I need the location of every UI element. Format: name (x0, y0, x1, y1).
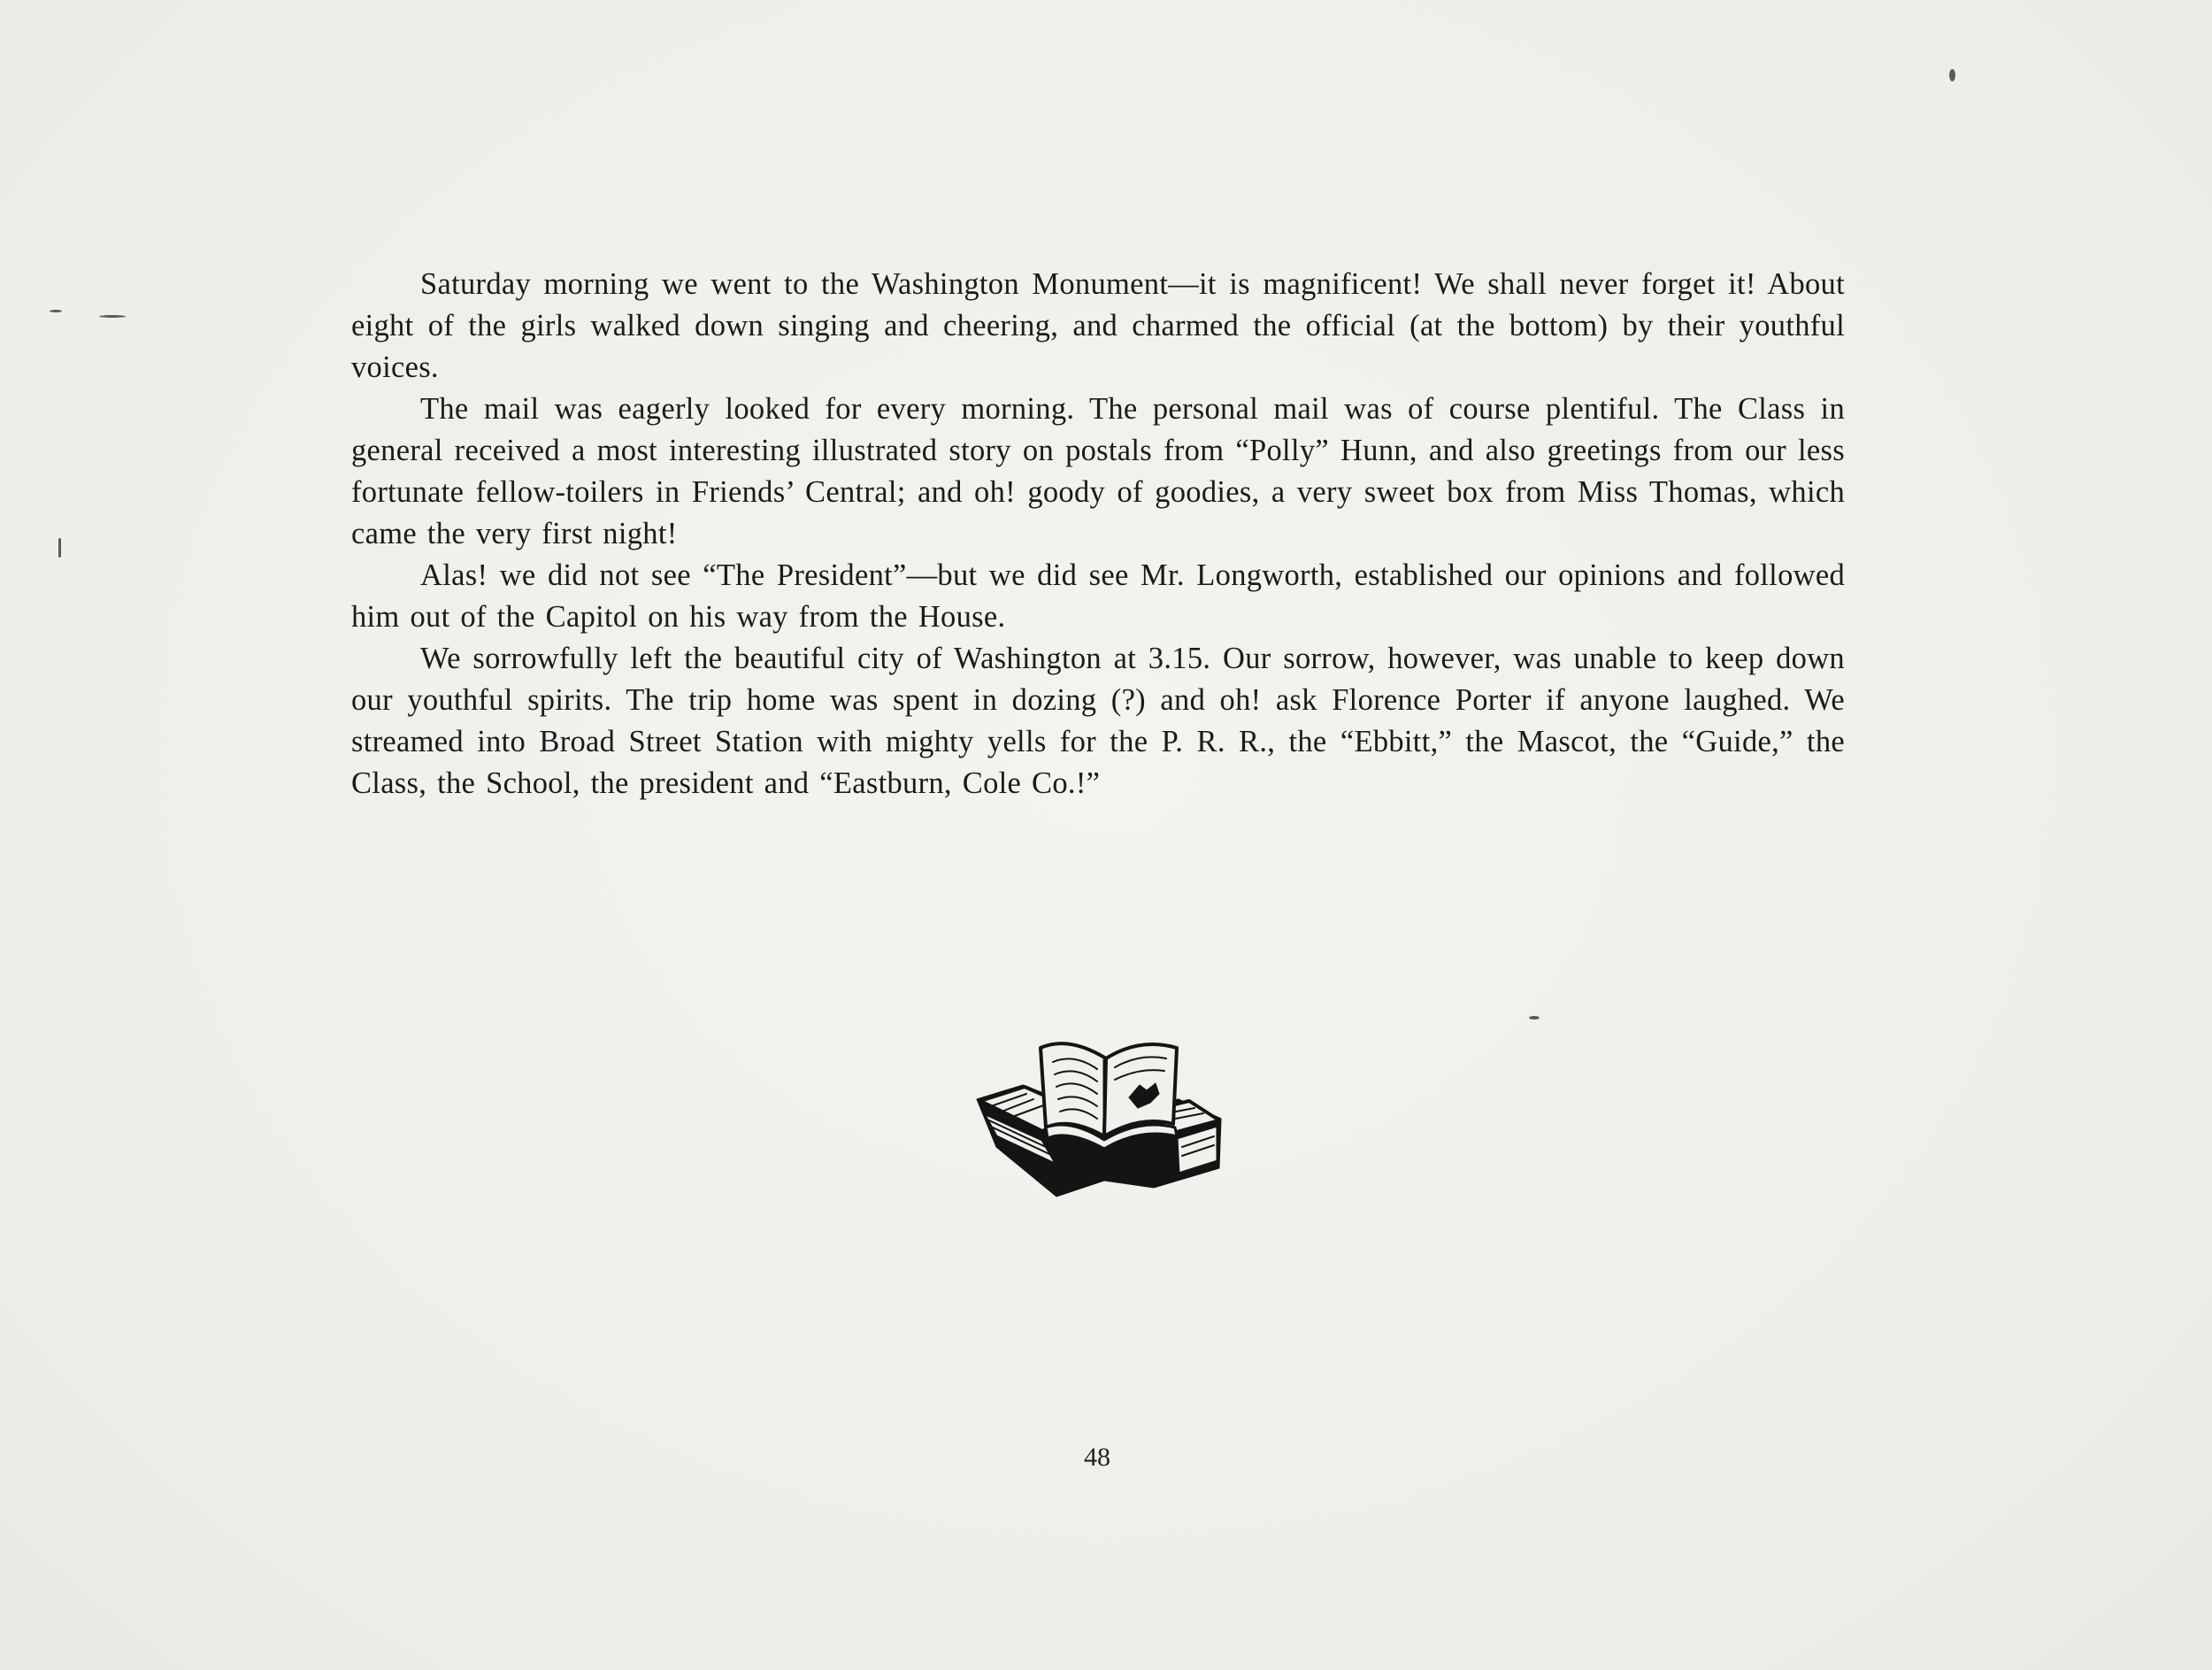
scan-speck (58, 538, 61, 558)
paragraph-president: Alas! we did not see “The President”—but we did see Mr. Longworth, established our opinions and followed him out of the Capitol on his way from the House. (351, 558, 1845, 634)
page-number: 48 (1084, 1443, 1110, 1472)
scan-speck (50, 310, 62, 312)
scan-speck (1949, 69, 1955, 81)
scan-speck (99, 315, 126, 318)
paragraph-washington-monument: Saturday morning we went to the Washington Monument—it is magnificent! We shall never forget it! About eight of the girls walked down singing and cheering, and charmed the official (at the bottom) by their youthful voices. (351, 267, 1845, 384)
paragraph-mail: The mail was eagerly looked for every morning. The personal mail was of course plentiful. The Class in general received a most interesting illustrated story on postals from “Polly” Hunn, and also greetings from our less fortunate fellow-toilers in Friends’ Central; and oh! goody of goodies, a very sweet box from Miss Thomas, which came the very first night! (351, 392, 1845, 550)
paragraph-departure: We sorrowfully left the beautiful city of Washington at 3.15. Our sorrow, however, was unable to keep down our youthful spirits. The trip home was spent in dozing (?) and oh! ask Florence Porter if anyone laughed. We streamed into Broad Street Station with mighty yells for the P. R. R., the “Ebbitt,” the Mascot, the “Guide,” the Class, the School, the president and “Eastburn, Cole Co.!” (351, 642, 1845, 800)
body-text (351, 264, 1845, 804)
stacked-books-icon (972, 1032, 1226, 1198)
scan-speck (1529, 1016, 1540, 1020)
